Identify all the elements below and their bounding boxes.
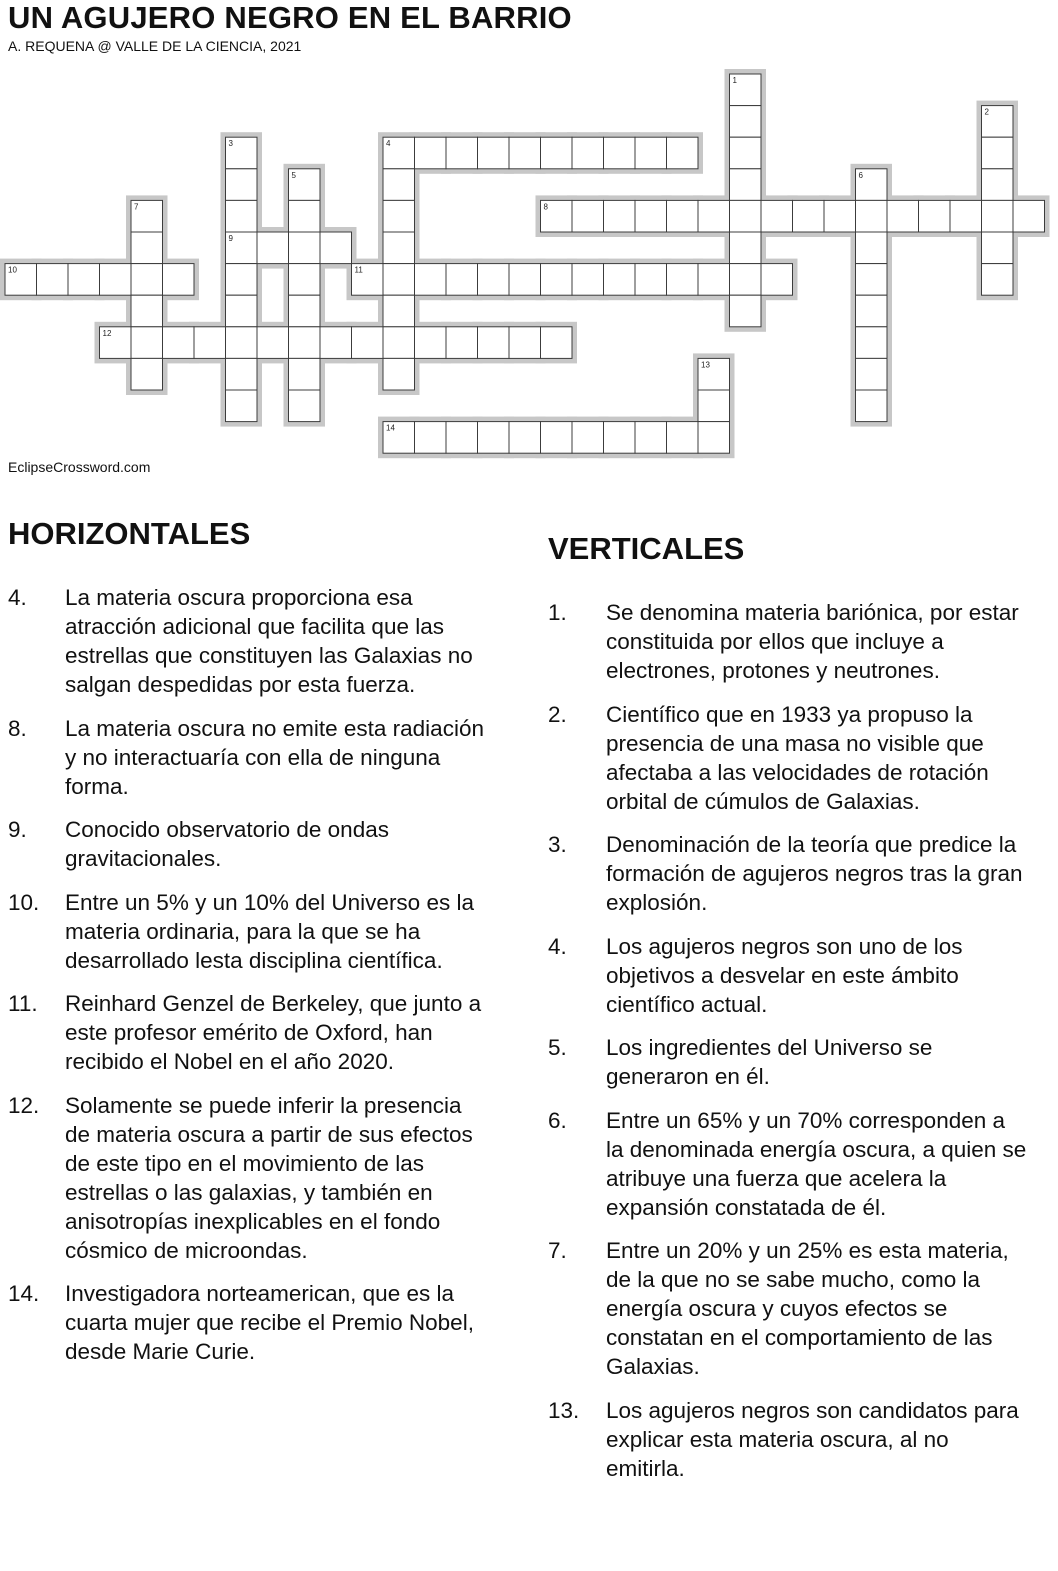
clue-text: Se denomina materia bariónica, por estar constituida por ellos que incluye a electrones, protones y neutrones. xyxy=(606,600,1019,683)
crossword-cell[interactable] xyxy=(698,264,730,296)
crossword-cell[interactable] xyxy=(131,358,163,390)
cell-number: 1 xyxy=(732,76,737,85)
cell-number: 6 xyxy=(858,170,863,180)
clue-number: 10. xyxy=(8,889,40,915)
crossword-cell[interactable] xyxy=(541,327,573,359)
crossword-cell[interactable] xyxy=(635,137,667,169)
crossword-cell[interactable] xyxy=(667,264,699,296)
down-clue xyxy=(548,700,1028,816)
crossword-cell[interactable] xyxy=(856,358,888,390)
crossword-cell[interactable] xyxy=(635,264,667,296)
crossword-cell[interactable] xyxy=(541,264,573,296)
clue-text: Los agujeros negros son candidatos para explicar esta materia oscura, al no emitirla. xyxy=(606,1397,1019,1481)
crossword-cell[interactable] xyxy=(446,327,478,359)
crossword-cell[interactable] xyxy=(730,106,762,138)
cell-number: 13 xyxy=(701,360,710,370)
crossword-cell[interactable] xyxy=(856,327,888,359)
crossword-cell[interactable] xyxy=(289,200,321,232)
crossword-cell[interactable] xyxy=(635,200,667,232)
crossword-cell[interactable] xyxy=(887,200,919,232)
crossword-cell[interactable] xyxy=(856,264,888,296)
crossword-cell[interactable] xyxy=(730,264,762,296)
crossword-cell[interactable] xyxy=(982,264,1014,296)
crossword-cell[interactable] xyxy=(289,232,321,264)
crossword-cell[interactable] xyxy=(698,390,730,422)
cell-number: 11 xyxy=(354,265,363,275)
clue-text: Entre un 20% y un 25% es esta materia, de la que no se sabe mucho, como la energía oscura y cuyos efectos se constatan en el comportamiento de las Galaxias. xyxy=(606,1238,1009,1379)
crossword-cell[interactable] xyxy=(572,264,604,296)
cell-number: 4 xyxy=(386,139,391,149)
crossword-cell[interactable] xyxy=(950,200,982,232)
clue-number: 7. xyxy=(548,1238,567,1263)
crossword-cell[interactable] xyxy=(383,327,415,359)
crossword-cell[interactable] xyxy=(100,264,132,296)
clue-text: Conocido observatorio de ondas gravitacionales. xyxy=(65,817,389,871)
crossword-cell[interactable] xyxy=(257,232,289,264)
clue-number: 11. xyxy=(8,991,38,1016)
crossword-cell[interactable] xyxy=(509,137,541,169)
crossword-cell[interactable] xyxy=(604,200,636,232)
crossword-cell[interactable] xyxy=(289,295,321,327)
cell-number: 14 xyxy=(386,423,395,433)
crossword-cell[interactable] xyxy=(320,327,352,359)
clue-number: 2. xyxy=(548,701,567,727)
crossword-cell[interactable] xyxy=(131,327,163,359)
cell-number: 5 xyxy=(291,170,296,180)
clue-text: Los agujeros negros son uno de los objetivos a desvelar en este ámbito científico actual. xyxy=(606,933,963,1017)
across-clue xyxy=(8,1091,486,1265)
crossword-cell[interactable] xyxy=(478,137,510,169)
crossword-cell[interactable] xyxy=(257,327,289,359)
crossword-cell[interactable] xyxy=(698,200,730,232)
clue-number: 4. xyxy=(548,933,567,959)
crossword-cell[interactable] xyxy=(793,200,825,232)
crossword-cell[interactable] xyxy=(415,327,447,359)
crossword-cell[interactable] xyxy=(604,137,636,169)
crossword-cell[interactable] xyxy=(415,422,447,454)
crossword-cell[interactable] xyxy=(131,264,163,296)
crossword-cell[interactable] xyxy=(226,200,258,232)
clue-number: 8. xyxy=(8,715,27,741)
down-clue xyxy=(548,1396,1028,1483)
crossword-cell[interactable] xyxy=(572,137,604,169)
cell-number: 3 xyxy=(228,139,233,149)
crossword-cell[interactable] xyxy=(572,422,604,454)
crossword-cell[interactable] xyxy=(226,358,258,390)
crossword-cell[interactable] xyxy=(446,264,478,296)
crossword-cell[interactable] xyxy=(478,422,510,454)
cell-number: 9 xyxy=(228,234,233,243)
clue-number: 12. xyxy=(8,1092,40,1118)
crossword-cell[interactable] xyxy=(383,295,415,327)
crossword-cell[interactable] xyxy=(635,422,667,454)
clue-text: La materia oscura proporciona esa atracción adicional que facilita que las estrellas que constituyen las Galaxias no salgan despedidas por esta fuerza. xyxy=(65,585,473,697)
crossword-cell[interactable] xyxy=(226,169,258,201)
crossword-cell[interactable] xyxy=(982,137,1014,169)
crossword-cell[interactable] xyxy=(320,232,352,264)
crossword-cell[interactable] xyxy=(982,200,1014,232)
crossword-cell[interactable] xyxy=(68,264,100,296)
crossword-cell[interactable] xyxy=(415,264,447,296)
crossword-cell[interactable] xyxy=(478,264,510,296)
crossword-cell[interactable] xyxy=(509,422,541,454)
across-clue xyxy=(8,989,486,1076)
clue-number: 1. xyxy=(548,600,567,625)
across-clue xyxy=(8,1279,486,1366)
down-clue xyxy=(548,598,1028,685)
clue-number: 4. xyxy=(8,585,27,610)
crossword-cell[interactable] xyxy=(761,200,793,232)
crossword-cell[interactable] xyxy=(446,137,478,169)
cell-number: 8 xyxy=(543,202,548,212)
crossword-cell[interactable] xyxy=(226,327,258,359)
crossword-cell[interactable] xyxy=(194,327,226,359)
clue-number: 5. xyxy=(548,1035,567,1060)
across-clue xyxy=(8,815,486,873)
crossword-cell[interactable] xyxy=(698,422,730,454)
crossword-cell[interactable] xyxy=(226,390,258,422)
crossword-cell[interactable] xyxy=(982,232,1014,264)
clue-number: 6. xyxy=(548,1107,567,1133)
crossword-cell[interactable] xyxy=(572,200,604,232)
crossword-cell[interactable] xyxy=(541,422,573,454)
crossword-cell[interactable] xyxy=(604,264,636,296)
crossword-cell[interactable] xyxy=(509,264,541,296)
crossword-cell[interactable] xyxy=(982,169,1014,201)
crossword-cell[interactable] xyxy=(856,200,888,232)
crossword-cell[interactable] xyxy=(478,327,510,359)
crossword-cell[interactable] xyxy=(446,422,478,454)
cell-number: 10 xyxy=(8,265,17,275)
crossword-cell[interactable] xyxy=(730,169,762,201)
cell-number: 2 xyxy=(984,107,989,117)
down-clue xyxy=(548,1106,1028,1222)
crossword-cell[interactable] xyxy=(383,200,415,232)
crossword-cell[interactable] xyxy=(604,422,636,454)
clue-text: Denominación de la teoría que predice la formación de agujeros negros tras la gran explosión. xyxy=(606,832,1023,915)
clue-text: Entre un 5% y un 10% del Universo es la materia ordinaria, para la que se ha desarrollado lesta disciplina científica. xyxy=(65,889,474,973)
cell-number: 7 xyxy=(134,202,139,212)
across-clue-list xyxy=(8,583,486,1381)
down-clue xyxy=(548,1033,1028,1091)
crossword-cell[interactable] xyxy=(289,358,321,390)
crossword-cell[interactable] xyxy=(289,327,321,359)
page-subtitle: A. REQUENA @ VALLE DE LA CIENCIA, 2021 xyxy=(8,38,302,54)
crossword-cell[interactable] xyxy=(226,264,258,296)
page-title: UN AGUJERO NEGRO EN EL BARRIO xyxy=(8,0,572,35)
crossword-cell[interactable] xyxy=(856,295,888,327)
crossword-cell[interactable] xyxy=(415,137,447,169)
crossword-cell[interactable] xyxy=(383,264,415,296)
crossword-cell[interactable] xyxy=(919,200,951,232)
crossword-cell[interactable] xyxy=(289,264,321,296)
down-clue-list xyxy=(548,598,1028,1497)
crossword-cell[interactable] xyxy=(163,264,195,296)
crossword-cell[interactable] xyxy=(667,422,699,454)
clue-text: Entre un 65% y un 70% corresponden a la denominada energía oscura, a quien se atribuye una fuerza que acelera la expansión constatada de él. xyxy=(606,1107,1027,1220)
clue-number: 9. xyxy=(8,817,27,842)
crossword-cell[interactable] xyxy=(37,264,69,296)
credit-text: EclipseCrossword.com xyxy=(8,459,151,475)
clue-text: Científico que en 1933 ya propuso la presencia de una masa no visible que afectaba a las velocidades de rotación orbital de cúmulos de Galaxias. xyxy=(606,701,989,814)
crossword-cell[interactable] xyxy=(131,295,163,327)
clue-text: La materia oscura no emite esta radiación y no interactuaría con ella de ninguna forma. xyxy=(65,715,484,799)
down-heading: VERTICALES xyxy=(548,531,745,566)
crossword-cell[interactable] xyxy=(856,390,888,422)
clue-number: 13. xyxy=(548,1397,580,1423)
crossword-cell[interactable] xyxy=(667,137,699,169)
crossword-cell[interactable] xyxy=(289,390,321,422)
clue-text: Reinhard Genzel de Berkeley, que junto a este profesor emérito de Oxford, han recibido el Nobel en el año 2020. xyxy=(65,991,482,1074)
clue-text: Investigadora norteamerican, que es la cuarta mujer que recibe el Premio Nobel, desde Marie Curie. xyxy=(65,1281,474,1364)
crossword-cell[interactable] xyxy=(383,169,415,201)
down-clue xyxy=(548,932,1028,1019)
crossword-cell[interactable] xyxy=(730,137,762,169)
crossword-cell[interactable] xyxy=(541,137,573,169)
clue-text: Solamente se puede inferir la presencia de materia oscura a partir de sus efectos de este tipo en el movimiento de las estrellas o las galaxias, y también en anisotropías inexplicables en el fondo cósmico de microondas. xyxy=(65,1092,473,1263)
crossword-cell[interactable] xyxy=(730,232,762,264)
crossword-cell[interactable] xyxy=(163,327,195,359)
crossword-cell[interactable] xyxy=(761,264,793,296)
crossword-cell[interactable] xyxy=(509,327,541,359)
clue-text: Los ingredientes del Universo se generaron en él. xyxy=(606,1035,933,1089)
crossword-cell[interactable] xyxy=(824,200,856,232)
crossword-grid xyxy=(0,0,1058,470)
crossword-cell[interactable] xyxy=(1013,200,1045,232)
across-clue xyxy=(8,888,486,975)
clue-number: 3. xyxy=(548,832,567,857)
down-clue xyxy=(548,1236,1028,1381)
down-clue xyxy=(548,830,1028,917)
cell-number: 12 xyxy=(102,328,112,338)
crossword-cell[interactable] xyxy=(667,200,699,232)
crossword-cell[interactable] xyxy=(131,232,163,264)
crossword-cell[interactable] xyxy=(730,200,762,232)
crossword-cell[interactable] xyxy=(352,327,384,359)
crossword-cell[interactable] xyxy=(383,232,415,264)
crossword-cell[interactable] xyxy=(226,295,258,327)
across-heading: HORIZONTALES xyxy=(8,516,251,551)
crossword-cell[interactable] xyxy=(856,232,888,264)
clue-number: 14. xyxy=(8,1281,40,1306)
crossword-cell[interactable] xyxy=(383,358,415,390)
across-clue xyxy=(8,714,486,801)
crossword-cell[interactable] xyxy=(730,295,762,327)
across-clue xyxy=(8,583,486,699)
